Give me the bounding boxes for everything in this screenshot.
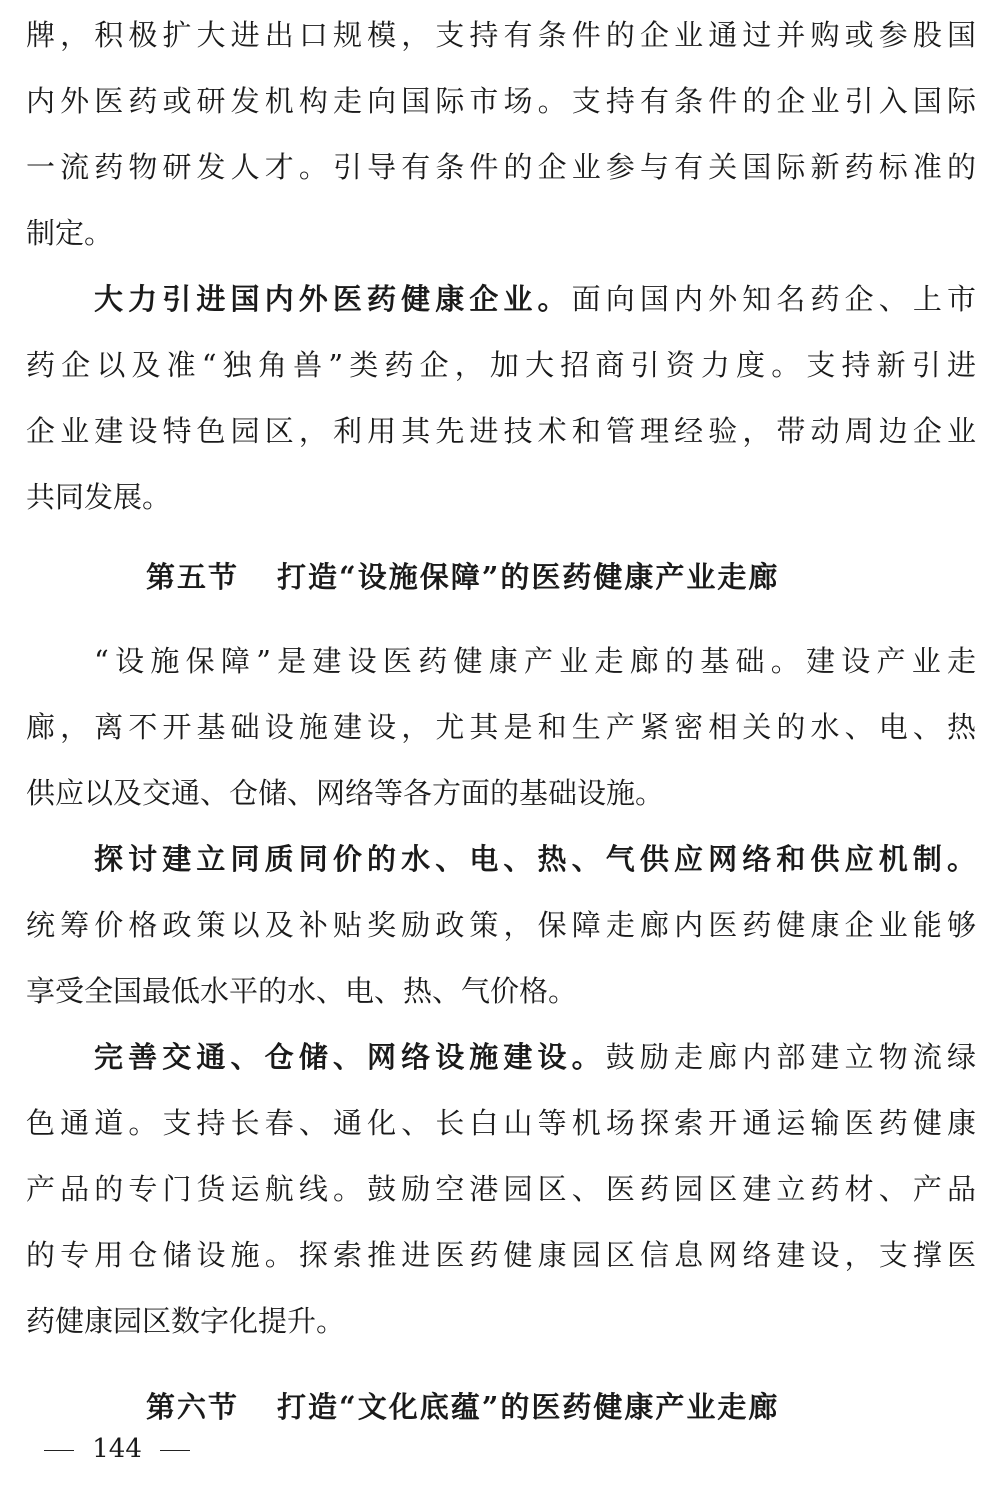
footer-dash-right: [160, 1450, 190, 1451]
text-line: 药企以及准“独角兽”类药企，加大招商引资力度。支持新引进: [26, 348, 976, 382]
text-line: 廊，离不开基础设施建设，尤其是和生产紧密相关的水、电、热: [26, 710, 976, 744]
paragraph-3: [26, 628, 976, 826]
text-run: 鼓励走廊内部建立物流绿: [605, 1040, 976, 1074]
section-title: 打造“文化底蕴”的医药健康产业走廊: [277, 1390, 780, 1424]
text-line: 色通道。支持长春、通化、长白山等机场探索开通运输医药健康: [26, 1106, 976, 1140]
bold-lead-text: 大力引进国内外医药健康企业。: [94, 282, 572, 316]
text-line: 统筹价格政策以及补贴奖励政策，保障走廊内医药健康企业能够: [26, 908, 976, 942]
text-line: 药健康园区数字化提升。: [26, 1304, 346, 1338]
paragraph-5: [26, 1024, 976, 1354]
page-number: 144: [92, 1434, 142, 1464]
page-footer: [34, 1434, 200, 1464]
paragraph-2: [26, 266, 976, 530]
text-line: [26, 266, 976, 332]
document-page: [26, 0, 976, 1440]
text-line: “设施保障”是建设医药健康产业走廊的基础。建设产业走: [94, 644, 976, 678]
text-line: 供应以及交通、仓储、网络等各方面的基础设施。: [26, 776, 665, 810]
text-line: 享受全国最低水平的水、电、热、气价格。: [26, 974, 578, 1008]
section-number: 第五节: [146, 560, 240, 594]
text-line: [26, 1024, 976, 1090]
section-number: 第六节: [146, 1390, 240, 1424]
text-line: 产品的专门货运航线。鼓励空港园区、医药园区建立药材、产品: [26, 1172, 976, 1206]
section-heading-5: [26, 544, 976, 610]
footer-dash-left: [44, 1450, 74, 1451]
bold-lead-text: 完善交通、仓储、网络设施建设。: [94, 1040, 606, 1074]
bold-lead-text: 探讨建立同质同价的水、电、热、气供应网络和供应机制。: [94, 842, 976, 876]
text-line: 企业建设特色园区，利用其先进技术和管理经验，带动周边企业: [26, 414, 976, 448]
section-heading-6: [26, 1374, 976, 1440]
text-run: 面向国内外知名药企、上市: [571, 282, 976, 316]
paragraph-1: [26, 0, 976, 266]
text-line: 共同发展。: [26, 480, 172, 514]
text-line: 牌，积极扩大进出口规模，支持有条件的企业通过并购或参股国: [26, 18, 976, 52]
section-title: 打造“设施保障”的医药健康产业走廊: [277, 560, 780, 594]
text-line: 制定。: [26, 216, 114, 250]
text-line: 内外医药或研发机构走向国际市场。支持有条件的企业引入国际: [26, 84, 976, 118]
paragraph-4: [26, 826, 976, 1024]
text-line: 一流药物研发人才。引导有条件的企业参与有关国际新药标准的: [26, 150, 976, 184]
text-line: 的专用仓储设施。探索推进医药健康园区信息网络建设，支撑医: [26, 1238, 976, 1272]
